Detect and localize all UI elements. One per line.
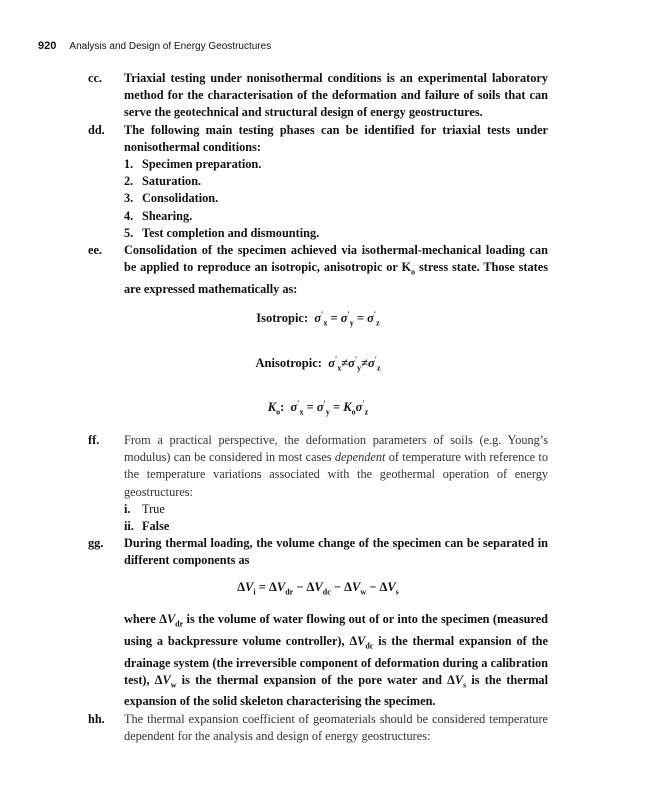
list-item: 3. Consolidation. (124, 191, 219, 206)
item-marker: hh. (88, 711, 105, 726)
page-content (88, 70, 548, 745)
running-title: Analysis and Design of Energy Geostructures (69, 41, 272, 52)
item-text: From a practical perspective, the deformation parameters of soils (e.g. Young’s modulus) can be considered in most cases dependent of temperature with reference to the temperature variations associated with the geothermal operation of energy geostructures: (124, 433, 548, 499)
item-ff (88, 432, 548, 501)
item-marker: cc. (88, 71, 102, 85)
item-dd (88, 122, 548, 156)
item-text: During thermal loading, the volume change of the specimen can be separated in different components as (124, 536, 548, 568)
item-text: where $\Delta V_{dr}$ is the volume of water flowing out of or into the specimen (measured using a backpressure volume controller), $\Delta V_{dc}$ is the thermal expansion of the drainage system (the irreversible component of deformation during a calibration test), $\Delta V_w$ is the thermal expansion of the pore water and $\Delta V_s$ is the thermal expansion of the solid skeleton characterising the specimen. (124, 612, 548, 709)
item-text: Triaxial testing under nonisothermal conditions is an experimental laboratory method for the characterisation of the deformation and failure of soils that can serve the geotechnical and structural design of energy geostructures. (124, 71, 548, 120)
equation-ko: $K_o$: $\sigma'_x = \sigma'_y = K_o\sigma'_z$ (267, 399, 369, 418)
list-item: 5. Test completion and dismounting. (124, 225, 320, 240)
item-text: The following main testing phases can be identified for triaxial tests under nonisothermal conditions: (124, 122, 548, 154)
item-gg-where (88, 611, 548, 710)
item-marker: ff. (88, 433, 100, 448)
list-item: 4. Shearing. (124, 208, 193, 223)
item-ee (88, 242, 548, 298)
page-number: 920 (38, 40, 57, 52)
item-gg (88, 535, 548, 569)
page-header (38, 40, 271, 52)
list-item: 1. Specimen preparation. (124, 157, 262, 172)
item-text: The thermal expansion coefficient of geomaterials should be considered temperature dependent for the analysis and design of energy geostructures: (124, 711, 548, 743)
item-text: Consolidation of the specimen achieved via isothermal-mechanical loading can be applied to reproduce an isotropic, anisotropic or $K_o$ stress state. Those states are expressed mathematically as: (124, 243, 548, 296)
item-marker: dd. (88, 122, 105, 137)
equation-isotropic: Isotropic: $\sigma'_x = \sigma'_y = \sigma'_z$ (256, 310, 380, 328)
equation-volume-change: $\Delta V_i = \Delta V_{dr} - \Delta V_{dc} - \Delta V_w - \Delta V_s$ (237, 579, 399, 597)
option-true: i. True (124, 501, 165, 516)
item-hh (88, 711, 548, 745)
item-marker: ee. (88, 243, 102, 258)
equation-anisotropic: Anisotropic: $\sigma'_x\ne\sigma'_y\ne\sigma'_z$ (255, 354, 381, 373)
option-false: ii. False (124, 519, 170, 534)
item-marker: gg. (88, 536, 104, 551)
item-cc (88, 70, 548, 122)
list-item: 2. Saturation. (124, 174, 202, 189)
